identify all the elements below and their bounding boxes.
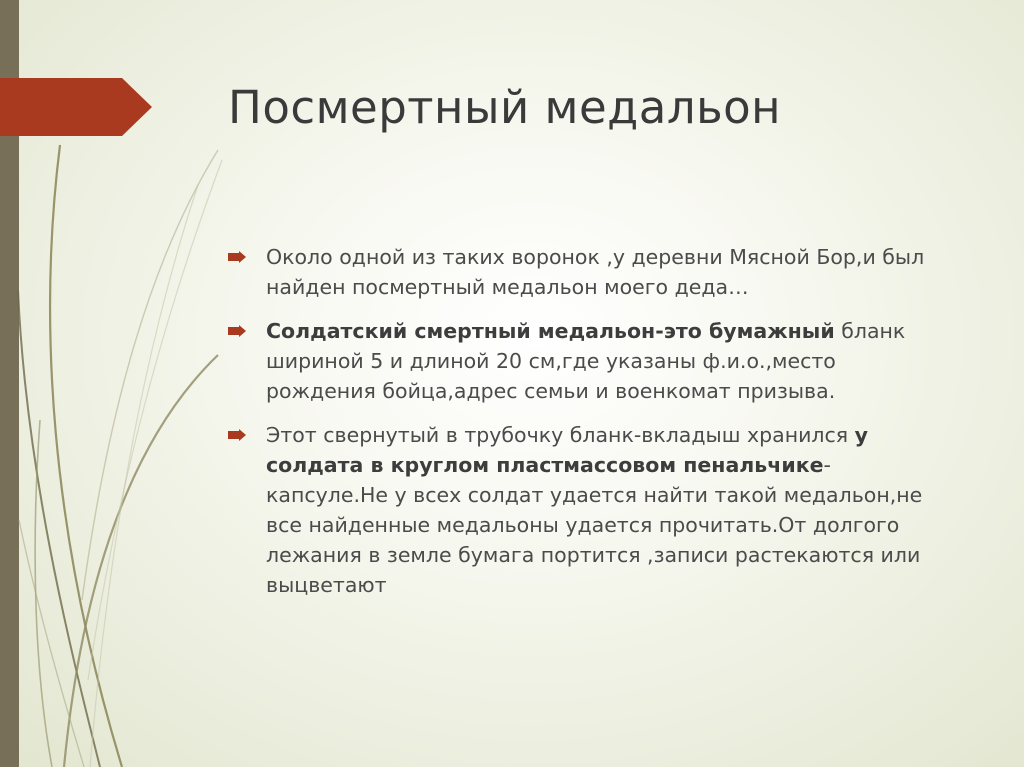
- bullet-text-segment: -капсуле.Не у всех солдат удается найти такой медальон,не все найденные медальоны удается прочитать.От долгого лежания в земле бумага портится ,записи растекаются или выцветают: [266, 453, 923, 597]
- bullet-text-segment: Этот свернутый в трубочку бланк-вкладыш хранился: [266, 423, 855, 447]
- arrow-bullet-icon: [228, 251, 246, 263]
- bullet-list: [228, 242, 948, 614]
- arrow-bullet-icon: [228, 429, 246, 441]
- arrow-bullet-icon: [228, 325, 246, 337]
- bullet-item: [228, 420, 948, 600]
- bullet-text-bold-segment: Солдатский смертный медальон-это бумажный: [266, 319, 835, 343]
- bullet-text: [266, 423, 922, 597]
- slide-title: Посмертный медальон: [228, 81, 782, 134]
- title-banner-arrow: [0, 78, 154, 136]
- bullet-text-segment: бланк шириной 5 и длиной 20 см,где указаны ф.и.о.,место рождения бойца,адрес семьи и военкомат призыва.: [266, 319, 906, 403]
- bullet-item: [228, 316, 948, 406]
- bullet-text: [266, 319, 905, 403]
- bullet-text-segment: Около одной из таких воронок ,у деревни Мясной Бор,и был найден посмертный медальон моего деда…: [266, 245, 925, 299]
- bullet-text-bold-segment: у солдата в круглом пластмассовом пенальчике: [266, 423, 869, 477]
- bullet-text: [266, 245, 924, 299]
- bullet-item: [228, 242, 948, 302]
